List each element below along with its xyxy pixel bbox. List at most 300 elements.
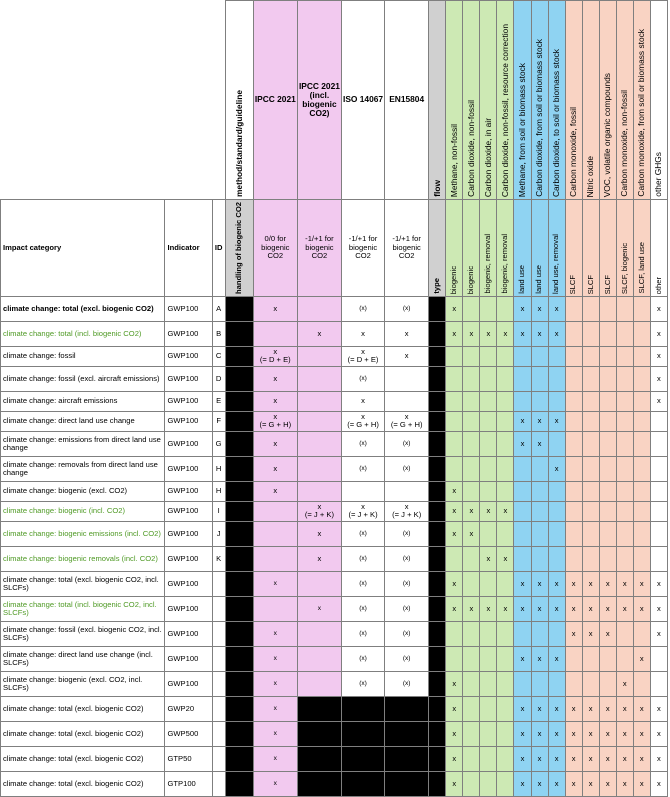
flow-mark xyxy=(480,366,497,391)
handling-cell xyxy=(225,321,253,346)
flow-mark xyxy=(446,366,463,391)
flow-mark xyxy=(497,481,514,501)
standard-mark: x xyxy=(297,546,341,571)
standard-mark xyxy=(341,696,384,721)
flow-mark: x xyxy=(582,571,599,596)
handling-header: handling of biogenic CO2 xyxy=(225,200,253,297)
flow-mark xyxy=(463,671,480,696)
flow-mark xyxy=(497,571,514,596)
flow-mark xyxy=(650,501,667,521)
table-row xyxy=(1,456,668,481)
flow-type: biogenic, removal xyxy=(497,200,514,297)
handling-cell xyxy=(225,521,253,546)
flow-mark: x xyxy=(514,296,531,321)
flow-type: SLCF xyxy=(565,200,582,297)
flow-mark xyxy=(616,431,633,456)
flow-mark xyxy=(565,501,582,521)
flow-mark xyxy=(531,621,548,646)
table-row xyxy=(1,746,668,771)
flow-mark: x xyxy=(650,321,667,346)
flow-mark xyxy=(514,346,531,366)
flow-mark xyxy=(633,366,650,391)
flow-mark xyxy=(633,431,650,456)
flow-type: biogenic xyxy=(463,200,480,297)
flow-mark xyxy=(480,571,497,596)
flow-mark xyxy=(650,646,667,671)
row-id xyxy=(212,646,225,671)
flow-mark xyxy=(616,521,633,546)
flow-mark: x xyxy=(633,746,650,771)
indicator: GWP100 xyxy=(165,546,212,571)
standard-mark xyxy=(297,771,341,796)
flow-mark xyxy=(616,366,633,391)
flow-mark xyxy=(531,671,548,696)
flow-mark xyxy=(582,411,599,431)
flow-mark xyxy=(616,646,633,671)
flow-mark xyxy=(599,456,616,481)
impact-category: climate change: biogenic (excl. CO2, incl. SLCFs) xyxy=(1,671,165,696)
flow-mark xyxy=(463,546,480,571)
corner-cell xyxy=(1,1,226,200)
impact-category: climate change: direct land use change xyxy=(1,411,165,431)
standard-mark: x xyxy=(253,366,297,391)
flow-mark: x xyxy=(650,746,667,771)
flow-mark xyxy=(497,621,514,646)
standard-mark xyxy=(385,721,429,746)
flow-name-header: Methane, from soil or biomass stock xyxy=(514,1,531,200)
indicator: GWP100 xyxy=(165,571,212,596)
flow-mark: x xyxy=(514,746,531,771)
flow-mark xyxy=(446,621,463,646)
flow-mark: x xyxy=(548,646,565,671)
standard-mark xyxy=(297,646,341,671)
flow-mark xyxy=(497,521,514,546)
standard-mark xyxy=(297,456,341,481)
type-cell xyxy=(429,746,446,771)
flow-mark xyxy=(548,621,565,646)
flow-mark xyxy=(582,431,599,456)
standard-mark: x xyxy=(297,596,341,621)
standard-mark xyxy=(385,481,429,501)
standard-mark xyxy=(385,366,429,391)
flow-mark xyxy=(497,671,514,696)
standard-mark: (x) xyxy=(385,646,429,671)
flow-type: biogenic xyxy=(446,200,463,297)
flow-mark: x xyxy=(463,596,480,621)
impact-category: climate change: total (excl. biogenic CO2, incl. SLCFs) xyxy=(1,571,165,596)
row-id: B xyxy=(212,321,225,346)
flow-mark: x xyxy=(548,771,565,796)
flow-mark xyxy=(497,771,514,796)
flow-type: land use, removal xyxy=(548,200,565,297)
flow-mark xyxy=(480,721,497,746)
flow-mark xyxy=(599,501,616,521)
flow-mark xyxy=(582,671,599,696)
flow-mark xyxy=(497,411,514,431)
impact-category: climate change: fossil (excl. biogenic CO2, incl. SLCFs) xyxy=(1,621,165,646)
table-row xyxy=(1,521,668,546)
flow-mark xyxy=(565,391,582,411)
flow-mark: x xyxy=(616,746,633,771)
impact-category: climate change: total (incl. biogenic CO2, incl. SLCFs) xyxy=(1,596,165,621)
standard-mark xyxy=(297,746,341,771)
flow-mark xyxy=(480,646,497,671)
flow-mark: x xyxy=(446,321,463,346)
flow-mark xyxy=(531,346,548,366)
flow-mark xyxy=(565,521,582,546)
table-row xyxy=(1,296,668,321)
indicator: GWP500 xyxy=(165,721,212,746)
standard-mark xyxy=(297,346,341,366)
flow-mark xyxy=(565,321,582,346)
flow-mark xyxy=(463,571,480,596)
table-row xyxy=(1,696,668,721)
id-header: ID xyxy=(212,200,225,297)
flow-mark xyxy=(599,431,616,456)
row-id: H xyxy=(212,456,225,481)
flow-mark: x xyxy=(548,411,565,431)
flow-mark xyxy=(497,296,514,321)
table-row xyxy=(1,366,668,391)
flow-mark: x xyxy=(463,321,480,346)
flow-mark xyxy=(548,501,565,521)
flow-mark xyxy=(599,321,616,346)
standard-mark: (x) xyxy=(341,296,384,321)
flow-mark: x xyxy=(565,621,582,646)
type-cell xyxy=(429,411,446,431)
flow-mark: x xyxy=(582,746,599,771)
type-cell xyxy=(429,646,446,671)
flow-mark xyxy=(565,366,582,391)
row-id: K xyxy=(212,546,225,571)
handling-cell xyxy=(225,721,253,746)
row-id xyxy=(212,571,225,596)
flow-mark xyxy=(582,546,599,571)
flow-name-header: Methane, non-fossil xyxy=(446,1,463,200)
standard-handling: 0/0 for biogenic CO2 xyxy=(253,200,297,297)
standard-header: EN15804 xyxy=(385,1,429,200)
standard-mark xyxy=(297,696,341,721)
flow-mark xyxy=(582,521,599,546)
standard-mark xyxy=(253,596,297,621)
flow-name-header: Nitric oxide xyxy=(582,1,599,200)
flow-name-header: Carbon dioxide, in air xyxy=(480,1,497,200)
flow-mark xyxy=(599,296,616,321)
flow-mark xyxy=(616,481,633,501)
flow-mark xyxy=(463,431,480,456)
impact-category: climate change: total (excl. biogenic CO2) xyxy=(1,721,165,746)
standard-mark: x xyxy=(253,646,297,671)
flow-mark: x xyxy=(565,571,582,596)
standard-mark: x xyxy=(253,456,297,481)
handling-cell xyxy=(225,596,253,621)
standard-mark xyxy=(385,696,429,721)
standard-mark: x xyxy=(297,321,341,346)
flow-mark: x xyxy=(633,571,650,596)
standard-mark: x (= J + K) xyxy=(297,501,341,521)
flow-mark: x xyxy=(497,546,514,571)
flow-mark: x xyxy=(446,501,463,521)
flow-mark xyxy=(565,411,582,431)
flow-name-header: Carbon monoxide, from soil or biomass stock xyxy=(633,1,650,200)
flow-mark: x xyxy=(497,321,514,346)
standard-header: IPCC 2021 (incl. biogenic CO2) xyxy=(297,1,341,200)
table-row xyxy=(1,346,668,366)
flow-mark xyxy=(633,546,650,571)
standard-mark: (x) xyxy=(341,646,384,671)
flow-mark xyxy=(633,321,650,346)
standard-mark: (x) xyxy=(341,671,384,696)
standard-mark: (x) xyxy=(341,521,384,546)
flow-mark: x xyxy=(514,571,531,596)
indicator: GWP100 xyxy=(165,456,212,481)
flow-mark xyxy=(582,391,599,411)
flow-mark xyxy=(480,521,497,546)
flow-mark xyxy=(633,456,650,481)
type-cell xyxy=(429,481,446,501)
standard-mark: x xyxy=(253,621,297,646)
flow-mark: x xyxy=(633,771,650,796)
handling-cell xyxy=(225,671,253,696)
flow-mark: x xyxy=(599,746,616,771)
flow-mark xyxy=(480,746,497,771)
impact-category: climate change: total (excl. biogenic CO2) xyxy=(1,696,165,721)
flow-mark xyxy=(514,391,531,411)
flow-mark: x xyxy=(531,431,548,456)
handling-cell xyxy=(225,646,253,671)
standard-mark xyxy=(341,771,384,796)
flow-mark: x xyxy=(446,696,463,721)
flow-mark xyxy=(531,391,548,411)
flow-mark xyxy=(633,296,650,321)
flow-mark xyxy=(514,521,531,546)
flow-mark: x xyxy=(480,501,497,521)
table-row xyxy=(1,771,668,796)
flow-mark xyxy=(480,671,497,696)
flow-mark: x xyxy=(650,346,667,366)
flow-mark: x xyxy=(650,596,667,621)
standard-mark xyxy=(297,431,341,456)
handling-cell xyxy=(225,481,253,501)
flow-mark xyxy=(582,501,599,521)
standard-mark xyxy=(297,671,341,696)
flow-mark: x xyxy=(548,321,565,346)
flow-mark xyxy=(582,346,599,366)
standard-mark: (x) xyxy=(385,621,429,646)
flow-mark: x xyxy=(531,411,548,431)
table-row xyxy=(1,481,668,501)
flow-mark xyxy=(650,431,667,456)
standard-mark xyxy=(253,546,297,571)
impact-category: climate change: total (excl. biogenic CO2) xyxy=(1,771,165,796)
standard-mark xyxy=(297,481,341,501)
flow-mark xyxy=(463,391,480,411)
type-cell xyxy=(429,571,446,596)
impact-category: climate change: aircraft emissions xyxy=(1,391,165,411)
standard-mark: (x) xyxy=(385,431,429,456)
row-id xyxy=(212,596,225,621)
standard-mark xyxy=(253,321,297,346)
flow-mark: x xyxy=(531,571,548,596)
flow-mark: x xyxy=(616,596,633,621)
flow-mark xyxy=(616,296,633,321)
flow-mark xyxy=(650,481,667,501)
flow-mark xyxy=(463,346,480,366)
standard-mark xyxy=(297,391,341,411)
flow-mark xyxy=(480,431,497,456)
flow-mark xyxy=(565,346,582,366)
row-id xyxy=(212,671,225,696)
type-cell xyxy=(429,696,446,721)
table-body xyxy=(1,296,668,796)
type-cell xyxy=(429,596,446,621)
flow-mark: x xyxy=(582,771,599,796)
flow-mark: x xyxy=(531,296,548,321)
standard-mark: x xyxy=(253,296,297,321)
flow-mark: x xyxy=(650,571,667,596)
flow-mark xyxy=(446,411,463,431)
flow-mark xyxy=(599,481,616,501)
flow-mark: x xyxy=(565,721,582,746)
flow-mark xyxy=(497,391,514,411)
impact-category: climate change: direct land use change (incl. SLCFs) xyxy=(1,646,165,671)
standard-mark: x xyxy=(385,321,429,346)
flow-name-header: Carbon monoxide, non-fossil xyxy=(616,1,633,200)
standard-mark: x (= G + H) xyxy=(253,411,297,431)
standard-mark: x xyxy=(253,671,297,696)
flow-mark xyxy=(531,501,548,521)
impact-category: climate change: fossil xyxy=(1,346,165,366)
standard-mark xyxy=(341,481,384,501)
impact-category: climate change: emissions from direct land use change xyxy=(1,431,165,456)
flow-mark xyxy=(480,621,497,646)
flow-name-header: Carbon dioxide, non-fossil, resource correction xyxy=(497,1,514,200)
indicator: GWP100 xyxy=(165,411,212,431)
flow-mark xyxy=(463,481,480,501)
flow-mark xyxy=(650,411,667,431)
indicator: GWP100 xyxy=(165,296,212,321)
standard-mark: x xyxy=(253,431,297,456)
flow-mark xyxy=(514,621,531,646)
flow-mark xyxy=(582,366,599,391)
flow-mark xyxy=(599,546,616,571)
standard-mark: x (= D + E) xyxy=(253,346,297,366)
flow-mark xyxy=(599,366,616,391)
flow-mark xyxy=(599,391,616,411)
flow-mark: x xyxy=(548,696,565,721)
flow-type: SLCF xyxy=(599,200,616,297)
indicator: GWP20 xyxy=(165,696,212,721)
flow-mark xyxy=(633,671,650,696)
flow-mark xyxy=(514,456,531,481)
flow-mark: x xyxy=(446,481,463,501)
flow-type: SLCF, land use xyxy=(633,200,650,297)
flow-mark xyxy=(446,431,463,456)
impact-category: climate change: total (excl. biogenic CO2) xyxy=(1,296,165,321)
type-cell xyxy=(429,771,446,796)
flow-mark xyxy=(548,671,565,696)
flow-mark xyxy=(582,321,599,346)
standard-mark: (x) xyxy=(341,596,384,621)
flow-mark: x xyxy=(548,721,565,746)
standard-mark: (x) xyxy=(341,431,384,456)
flow-mark: x xyxy=(531,721,548,746)
flow-mark xyxy=(463,366,480,391)
row-id: J xyxy=(212,521,225,546)
flow-name-header: Carbon monoxide, fossil xyxy=(565,1,582,200)
standard-mark: x xyxy=(341,321,384,346)
standard-mark xyxy=(297,571,341,596)
standard-mark: x xyxy=(253,571,297,596)
flow-mark xyxy=(514,671,531,696)
handling-cell xyxy=(225,771,253,796)
handling-cell xyxy=(225,546,253,571)
header-row-standards xyxy=(1,1,668,200)
flow-mark xyxy=(565,671,582,696)
flow-mark: x xyxy=(616,571,633,596)
flow-mark xyxy=(514,546,531,571)
row-id: A xyxy=(212,296,225,321)
standard-handling: -1/+1 for biogenic CO2 xyxy=(341,200,384,297)
standard-mark xyxy=(297,721,341,746)
flow-type: biogenic, removal xyxy=(480,200,497,297)
flow-mark xyxy=(480,696,497,721)
table-row xyxy=(1,621,668,646)
flow-mark: x xyxy=(446,596,463,621)
table-row xyxy=(1,546,668,571)
handling-cell xyxy=(225,696,253,721)
flow-mark: x xyxy=(514,696,531,721)
flow-mark xyxy=(548,431,565,456)
handling-cell xyxy=(225,346,253,366)
row-id: C xyxy=(212,346,225,366)
standard-mark: x (= G + H) xyxy=(341,411,384,431)
flow-mark xyxy=(633,481,650,501)
indicator: GWP100 xyxy=(165,366,212,391)
handling-cell xyxy=(225,411,253,431)
flow-name-header: other GHGs xyxy=(650,1,667,200)
indicator-header: Indicator xyxy=(165,200,212,297)
standard-mark: x xyxy=(253,696,297,721)
indicator: GWP100 xyxy=(165,501,212,521)
flow-mark xyxy=(480,296,497,321)
flow-mark: x xyxy=(463,501,480,521)
indicator: GWP100 xyxy=(165,481,212,501)
flow-mark xyxy=(599,346,616,366)
flow-mark xyxy=(616,501,633,521)
handling-cell xyxy=(225,501,253,521)
standard-mark: x xyxy=(253,771,297,796)
flow-mark xyxy=(616,321,633,346)
flow-mark xyxy=(497,721,514,746)
flow-mark xyxy=(480,411,497,431)
type-cell xyxy=(429,431,446,456)
flow-mark xyxy=(565,431,582,456)
flow-mark xyxy=(616,411,633,431)
standard-mark xyxy=(297,411,341,431)
flow-mark: x xyxy=(582,596,599,621)
standard-mark: x xyxy=(253,391,297,411)
flow-mark: x xyxy=(633,696,650,721)
flow-mark xyxy=(531,546,548,571)
flow-mark: x xyxy=(599,771,616,796)
flow-mark: x xyxy=(599,571,616,596)
type-header: type xyxy=(429,200,446,297)
flow-mark: x xyxy=(446,746,463,771)
standard-mark: (x) xyxy=(385,571,429,596)
standard-mark: x (= J + K) xyxy=(385,501,429,521)
indicator: GWP100 xyxy=(165,521,212,546)
